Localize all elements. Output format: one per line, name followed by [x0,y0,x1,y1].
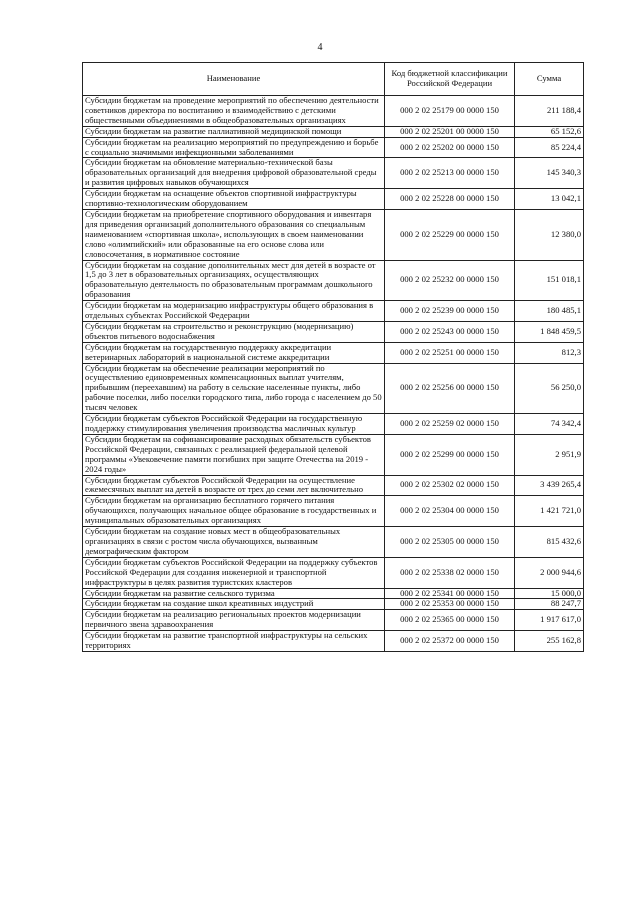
row-sum-cell: 56 250,0 [515,363,584,414]
row-code-cell: 000 2 02 25341 00 0000 150 [385,588,515,599]
row-code-cell: 000 2 02 25202 00 0000 150 [385,137,515,158]
row-sum-cell: 15 000,0 [515,588,584,599]
row-name-cell: Субсидии бюджетам на развитие транспортной инфраструктуры на сельских территориях [83,631,385,652]
table-row [83,126,584,137]
row-sum-cell: 13 042,1 [515,189,584,210]
row-code-cell: 000 2 02 25338 02 0000 150 [385,557,515,588]
page-number: 4 [317,42,323,53]
row-name-cell: Субсидии бюджетам на обновление материально-технической базы образовательных организаций для внедрения цифровой образовательной среды и развития цифровых навыков обучающихся [83,158,385,189]
table-row [83,137,584,158]
table-row [83,631,584,652]
row-code-cell: 000 2 02 25299 00 0000 150 [385,434,515,475]
table-row [83,260,584,301]
row-sum-cell: 1 421 721,0 [515,496,584,527]
row-name-cell: Субсидии бюджетам на приобретение спортивного оборудования и инвентаря для приведения организаций дополнительного образования со специальным наименованием «спортивная школа», использующих в своем наименовании слово «олимпийский» или образованные на его основе слова или словосочетания, в нормативное состояние [83,209,385,260]
row-sum-cell: 145 340,3 [515,158,584,189]
row-name-cell: Субсидии бюджетам на модернизацию инфраструктуры общего образования в отдельных субъектах Российской Федерации [83,301,385,322]
table-body [83,96,584,652]
row-name-cell: Субсидии бюджетам на реализацию региональных проектов модернизации первичного звена здравоохранения [83,610,385,631]
table-row [83,189,584,210]
row-name-cell: Субсидии бюджетам субъектов Российской Федерации на государственную поддержку стимулирования увеличения производства масличных культур [83,414,385,435]
row-sum-cell: 180 485,1 [515,301,584,322]
row-name-cell: Субсидии бюджетам на развитие паллиативной медицинской помощи [83,126,385,137]
row-code-cell: 000 2 02 25302 02 0000 150 [385,475,515,496]
row-sum-cell: 1 917 617,0 [515,610,584,631]
row-name-cell: Субсидии бюджетам на обеспечение реализации мероприятий по осуществлению единовременных компенсационных выплат учителям, прибывшим (переехавшим) на работу в сельские населенные пункты, либо рабочие поселки, либо поселки городского типа, либо города с населением до 50 тысяч человек [83,363,385,414]
row-code-cell: 000 2 02 25305 00 0000 150 [385,527,515,558]
row-sum-cell: 65 152,6 [515,126,584,137]
table-header-row [83,63,584,96]
row-name-cell: Субсидии бюджетам на развитие сельского туризма [83,588,385,599]
table-row [83,414,584,435]
table-row [83,557,584,588]
table-row [83,158,584,189]
row-name-cell: Субсидии бюджетам на софинансирование расходных обязательств субъектов Российской Федерации, связанных с реализацией федеральной целевой программы «Увековечение памяти погибших при защите Отечества на 2019 - 2024 годы» [83,434,385,475]
row-name-cell: Субсидии бюджетам на оснащение объектов спортивной инфраструктуры спортивно-технологическим оборудованием [83,189,385,210]
row-sum-cell: 3 439 265,4 [515,475,584,496]
row-name-cell: Субсидии бюджетам на создание школ креативных индустрий [83,599,385,610]
row-name-cell: Субсидии бюджетам на реализацию мероприятий по предупреждению и борьбе с социально значимыми инфекционными заболеваниями [83,137,385,158]
row-name-cell: Субсидии бюджетам на создание новых мест в общеобразовательных организациях в связи с ростом числа обучающихся, вызванным демографическим фактором [83,527,385,558]
row-code-cell: 000 2 02 25372 00 0000 150 [385,631,515,652]
row-name-cell: Субсидии бюджетам на организацию бесплатного горячего питания обучающихся, получающих начальное общее образование в государственных и муниципальных образовательных организациях [83,496,385,527]
row-code-cell: 000 2 02 25228 00 0000 150 [385,189,515,210]
header-sum: Сумма [515,63,584,96]
table-row [83,96,584,127]
table-row [83,209,584,260]
row-sum-cell: 74 342,4 [515,414,584,435]
table-row [83,342,584,363]
budget-table [82,62,584,652]
row-name-cell: Субсидии бюджетам на создание дополнительных мест для детей в возрасте от 1,5 до 3 лет в образовательных организациях, осуществляющих образовательную деятельность по образовательным программам дошкольного образования [83,260,385,301]
header-code: Код бюджетной классификации Российской Федерации [385,63,515,96]
row-code-cell: 000 2 02 25213 00 0000 150 [385,158,515,189]
row-sum-cell: 151 018,1 [515,260,584,301]
row-code-cell: 000 2 02 25251 00 0000 150 [385,342,515,363]
row-name-cell: Субсидии бюджетам на строительство и реконструкцию (модернизацию) объектов питьевого водоснабжения [83,321,385,342]
row-sum-cell: 815 432,6 [515,527,584,558]
row-sum-cell: 12 380,0 [515,209,584,260]
row-code-cell: 000 2 02 25256 00 0000 150 [385,363,515,414]
row-code-cell: 000 2 02 25232 00 0000 150 [385,260,515,301]
table-row [83,588,584,599]
row-sum-cell: 85 224,4 [515,137,584,158]
row-sum-cell: 88 247,7 [515,599,584,610]
table-row [83,321,584,342]
row-code-cell: 000 2 02 25229 00 0000 150 [385,209,515,260]
row-sum-cell: 2 000 944,6 [515,557,584,588]
row-name-cell: Субсидии бюджетам субъектов Российской Федерации на поддержку субъектов Российской Федерации для создания инженерной и транспортной инфраструктуры в целях развития туристских кластеров [83,557,385,588]
row-code-cell: 000 2 02 25365 00 0000 150 [385,610,515,631]
row-code-cell: 000 2 02 25239 00 0000 150 [385,301,515,322]
row-name-cell: Субсидии бюджетам субъектов Российской Федерации на осуществление ежемесячных выплат на детей в возрасте от трех до семи лет включительно [83,475,385,496]
row-code-cell: 000 2 02 25201 00 0000 150 [385,126,515,137]
row-code-cell: 000 2 02 25243 00 0000 150 [385,321,515,342]
row-sum-cell: 812,3 [515,342,584,363]
row-code-cell: 000 2 02 25304 00 0000 150 [385,496,515,527]
table-row [83,434,584,475]
table-row [83,363,584,414]
row-sum-cell: 255 162,8 [515,631,584,652]
table-row [83,610,584,631]
row-name-cell: Субсидии бюджетам на государственную поддержку аккредитации ветеринарных лабораторий в национальной системе аккредитации [83,342,385,363]
row-sum-cell: 211 188,4 [515,96,584,127]
row-code-cell: 000 2 02 25353 00 0000 150 [385,599,515,610]
table-row [83,496,584,527]
row-name-cell: Субсидии бюджетам на проведение мероприятий по обеспечению деятельности советников директора по воспитанию и взаимодействию с детскими общественными объединениями в общеобразовательных организациях [83,96,385,127]
row-code-cell: 000 2 02 25179 00 0000 150 [385,96,515,127]
table-row [83,475,584,496]
row-sum-cell: 2 951,9 [515,434,584,475]
header-name: Наименование [83,63,385,96]
table-row [83,527,584,558]
row-sum-cell: 1 848 459,5 [515,321,584,342]
row-code-cell: 000 2 02 25259 02 0000 150 [385,414,515,435]
table-row [83,301,584,322]
table-row [83,599,584,610]
